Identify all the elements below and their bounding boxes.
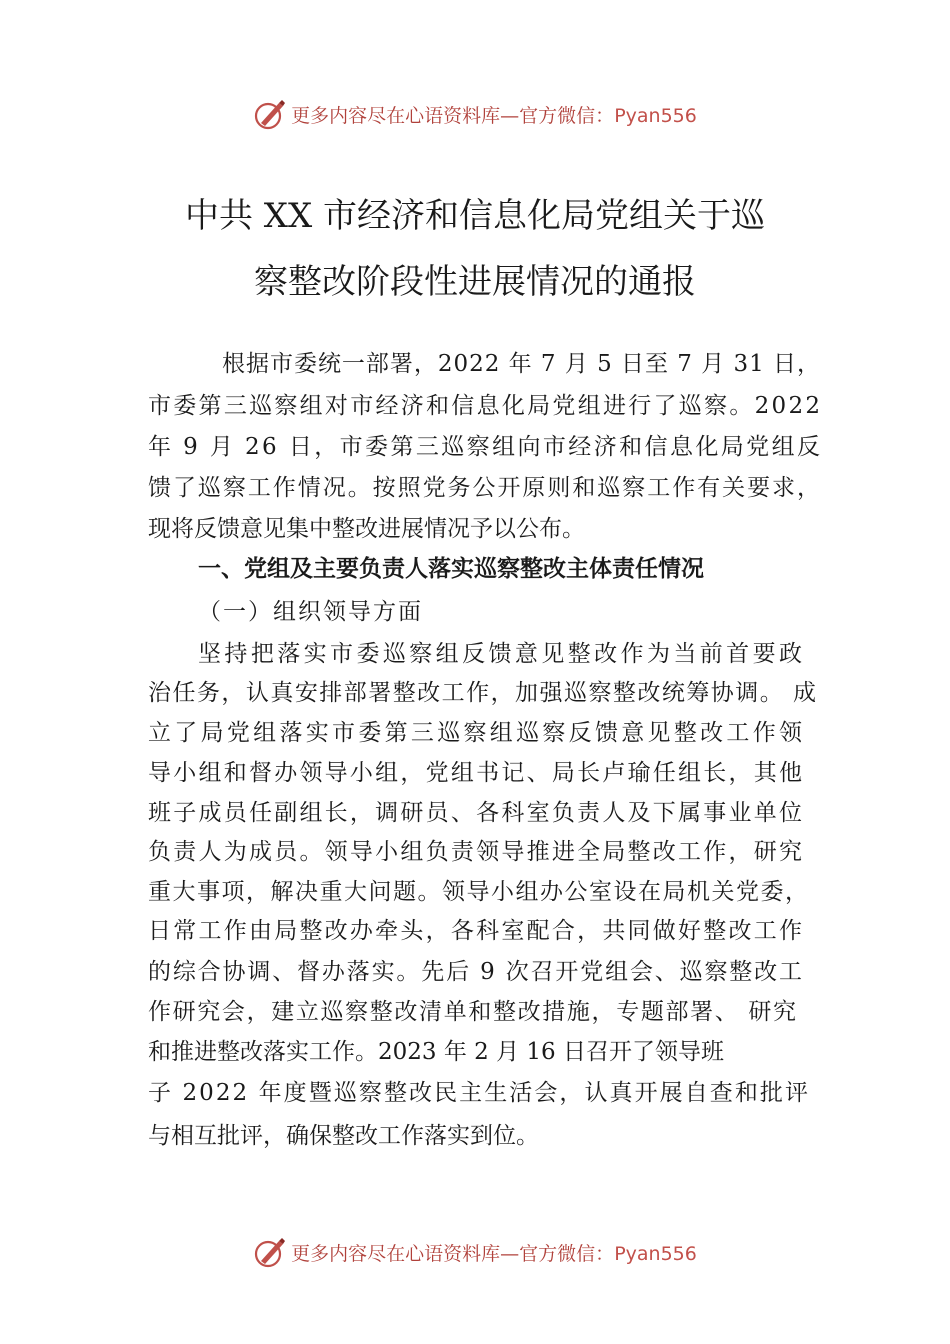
- paragraph-line: 年 9 月 26 日，市委第三巡察组向市经济和信息化局党组反: [148, 434, 823, 460]
- banner-text: 更多内容尽在心语资料库—: [291, 104, 520, 127]
- document-title-line-1: 中共 XX 市经济和信息化局党组关于巡: [184, 196, 766, 236]
- paragraph-line: 现将反馈意见集中整改进展情况予以公布。: [148, 516, 585, 542]
- paragraph-line: 立了局党组落实市委第三巡察组巡察反馈意见整改工作领: [148, 720, 806, 746]
- banner-wechat-label: 官方微信：: [519, 104, 615, 127]
- paragraph-line: 馈了巡察工作情况。按照党务公开原则和巡察工作有关要求，: [148, 475, 822, 501]
- paragraph-line: 根据市委统一部署，2022 年 7 月 5 日至 7 月 31 日，: [222, 351, 821, 377]
- paragraph-line: 作研究会，建立巡察整改清单和整改措施，专题部署、 研究: [148, 999, 798, 1025]
- subsection-heading: （一）组织领导方面: [198, 599, 423, 625]
- paragraph-line: 日常工作由局整改办牵头，各科室配合，共同做好整改工作: [148, 918, 805, 944]
- paragraph-line: 坚持把落实市委巡察组反馈意见整改作为当前首要政: [198, 641, 806, 667]
- banner-wechat-id: Pyan556: [614, 1242, 697, 1265]
- paragraph-line: 重大事项，解决重大问题。领导小组办公室设在局机关党委，: [148, 879, 810, 905]
- paragraph-line: 和推进整改落实工作。2023 年 2 月 16 日召开了领导班: [148, 1039, 724, 1065]
- paragraph-line: 的综合协调、督办落实。先后 9 次召开党组会、巡察整改工: [148, 959, 804, 985]
- section-heading: 一、党组及主要负责人落实巡察整改主体责任情况: [198, 556, 704, 582]
- banner-wechat-id: Pyan556: [614, 104, 697, 127]
- paragraph-line: 子 2022 年度暨巡察整改民主生活会，认真开展自查和批评: [148, 1080, 811, 1106]
- banner-text: 更多内容尽在心语资料库—: [291, 1242, 520, 1265]
- header-watermark: [0, 94, 950, 134]
- paragraph-line: 班子成员任副组长，调研员、各科室负责人及下属事业单位: [148, 800, 805, 826]
- document-title-line-2: 察整改阶段性进展情况的通报: [254, 262, 696, 302]
- paragraph-line: 治任务，认真安排部署整改工作，加强巡察整改统筹协调。 成: [148, 680, 818, 706]
- paragraph-line: 导小组和督办领导小组，党组书记、局长卢瑜任组长，其他: [148, 760, 805, 786]
- pen-logo-icon: [253, 97, 287, 131]
- paragraph-line: 负责人为成员。领导小组负责领导推进全局整改工作，研究: [148, 839, 805, 865]
- footer-watermark: [0, 1232, 950, 1272]
- pen-logo-icon: [253, 1235, 287, 1269]
- banner-wechat-label: 官方微信：: [519, 1242, 615, 1265]
- paragraph-line: 与相互批评，确保整改工作落实到位。: [148, 1123, 539, 1149]
- paragraph-line: 市委第三巡察组对市经济和信息化局党组进行了巡察。2022: [148, 393, 823, 419]
